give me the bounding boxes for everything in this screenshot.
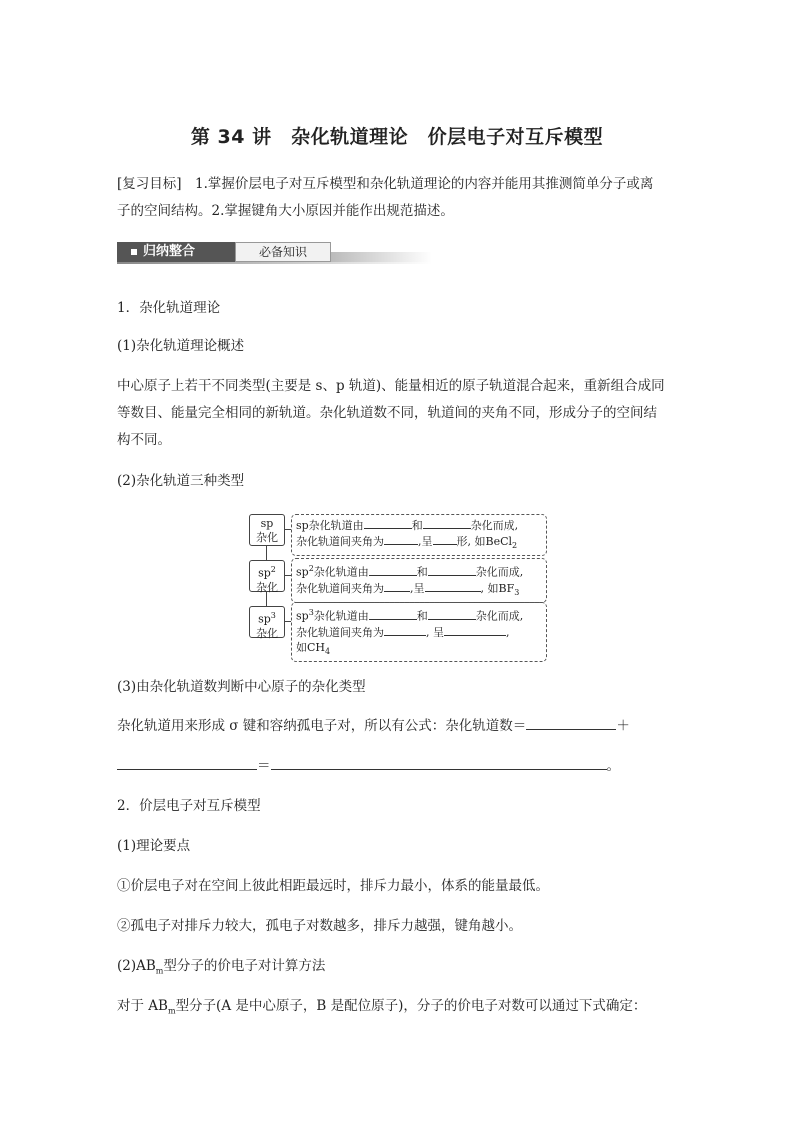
sp3-text: 杂化而成, [475,609,524,623]
subscript: 2 [512,541,518,551]
section2-sub1: (1)理论要点 [117,838,191,854]
formula-line1 [117,713,677,740]
sp2-text: ,呈 [410,581,425,595]
sp3-text: , 呈 [426,625,444,639]
subscript: 3 [514,587,520,597]
formula-plus: ＋ [616,718,630,734]
sp2-text: , 如BF [480,581,515,595]
hybridization-diagram [249,514,549,654]
section2-point1: ①价层电子对在空间上彼此相距最远时，排斥力最小，体系的能量最低。 [117,878,549,894]
sp-text: 和 [411,519,423,532]
sp3-label-sub: 杂化 [256,626,278,640]
section2-sub2 [117,953,677,985]
connector-line [266,546,267,560]
formula-line2 [117,753,677,780]
sub2-text: 型分子的价电子对计算方法 [163,958,326,974]
answer-blank[interactable] [428,608,476,620]
banner-fade [331,252,432,262]
answer-blank[interactable] [384,580,410,592]
superscript: 2 [308,564,314,573]
sp-description-box [291,514,547,556]
sp-label: sp [260,517,274,530]
sp2-text: sp [296,565,309,579]
formula-end: 。 [606,758,620,774]
review-goal-line1: 1.掌握价层电子对互斥模型和杂化轨道理论的内容并能用其推测简单分子或离 [181,176,654,192]
section2-heading: 2．价层电子对互斥模型 [117,798,261,814]
square-icon [131,249,137,255]
superscript: 3 [270,611,276,620]
answer-blank[interactable] [369,608,417,620]
section2-last [117,993,697,1025]
answer-blank[interactable] [271,755,607,770]
sp-text: 杂化而成, [470,519,519,532]
sp3-label-box [249,606,285,638]
review-goal-tag: [复习目标] [117,176,182,192]
subscript: m [155,966,164,976]
answer-blank[interactable] [364,517,412,529]
sp-text: ,呈 [418,535,433,548]
paragraph-line: 等数目、能量完全相同的新轨道。杂化轨道数不同，轨道间的夹角不同，形成分子的空间结 [117,405,657,421]
sp-text: 形, 如BeCl [456,535,513,548]
subscript: 4 [325,646,331,656]
last-text: 型分子(A 是中心原子，B 是配位原子)，分子的价电子对数可以通过下式确定： [175,998,647,1014]
sp3-text: 杂化轨道间夹角为 [296,625,384,639]
sp3-text: , [506,625,510,639]
sp3-description-box [291,602,547,662]
sp2-text: 杂化轨道由 [313,565,369,579]
formula-eq: ＝ [257,758,271,774]
answer-blank[interactable] [384,624,426,636]
answer-blank[interactable] [526,715,616,730]
answer-blank[interactable] [428,564,476,576]
sp3-label: sp [258,612,271,626]
banner-sub: 必备知识 [235,242,331,262]
page-title: 第 34 讲 杂化轨道理论 价层电子对互斥模型 [190,126,604,148]
sp2-text: 杂化而成, [475,565,524,579]
section1-paragraph [117,373,677,454]
banner-rule [117,262,432,264]
answer-blank[interactable] [425,580,481,592]
sp2-description-box [291,558,547,603]
superscript: 3 [308,608,314,617]
review-goal [117,171,677,225]
sp2-text: 和 [416,565,428,579]
banner-main-label: 归纳整合 [143,244,196,259]
sp3-text: sp [296,609,309,623]
sp3-text: 和 [416,609,428,623]
paragraph-line: 中心原子上若干不同类型(主要是 s、p 轨道)、能量相近的原子轨道混合起来，重新组合成同 [117,378,665,394]
section1-heading: 1．杂化轨道理论 [117,300,221,316]
subscript: m [167,1006,176,1016]
sp3-text: 如CH [296,640,326,654]
sub2-text: (2)AB [117,958,156,974]
sp3-text: 杂化轨道由 [313,609,369,623]
sp-label-sub: 杂化 [256,531,278,544]
banner-main [117,242,235,262]
answer-blank[interactable] [444,624,506,636]
sp-text: sp杂化轨道由 [296,519,364,532]
sp-label-box [249,514,285,546]
superscript: 2 [270,565,276,574]
sp2-text: 杂化轨道间夹角为 [296,581,384,595]
sp2-label-sub: 杂化 [256,580,278,594]
sp2-label-box [249,560,285,592]
formula-text: 杂化轨道用来形成 σ 键和容纳孤电子对，所以有公式：杂化轨道数＝ [117,718,527,734]
section2-point2: ②孤电子对排斥力较大，孤电子对数越多，排斥力越强，键角越小。 [117,918,522,934]
sp2-label: sp [258,566,271,580]
paragraph-line: 构不同。 [117,432,171,448]
review-goal-line2: 子的空间结构。2.掌握键角大小原因并能作出规范描述。 [117,203,454,219]
section1-sub1: (1)杂化轨道理论概述 [117,338,245,354]
answer-blank[interactable] [423,517,471,529]
section1-sub3: (3)由杂化轨道数判断中心原子的杂化类型 [117,679,366,695]
section-banner [117,242,432,264]
section1-sub2: (2)杂化轨道三种类型 [117,473,245,489]
sp-text: 杂化轨道间夹角为 [296,535,384,548]
answer-blank[interactable] [433,533,457,545]
answer-blank[interactable] [384,533,418,545]
answer-blank[interactable] [117,755,257,770]
answer-blank[interactable] [369,564,417,576]
last-text: 对于 AB [117,998,168,1014]
